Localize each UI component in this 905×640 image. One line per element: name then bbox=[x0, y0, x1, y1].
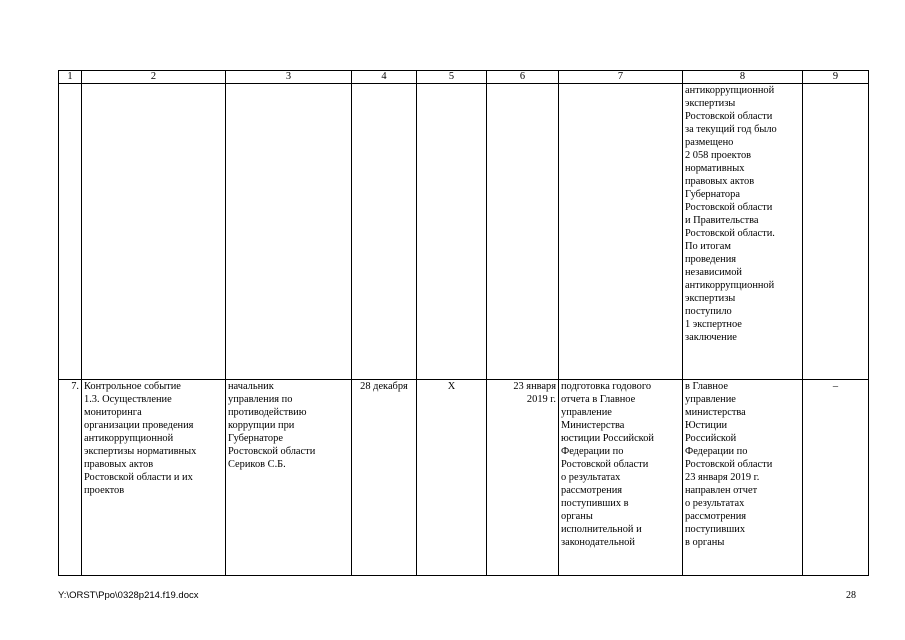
footer-file-path: Y:\ORST\Ppo\0328p214.f19.docx bbox=[58, 590, 199, 601]
header-col-9: 9 bbox=[803, 71, 869, 84]
cont-cell-9 bbox=[803, 84, 869, 380]
header-col-7: 7 bbox=[559, 71, 683, 84]
header-col-6: 6 bbox=[487, 71, 559, 84]
cont-cell-6 bbox=[487, 84, 559, 380]
header-col-2: 2 bbox=[82, 71, 226, 84]
table-row-continuation bbox=[59, 84, 869, 380]
cont-cell-7 bbox=[559, 84, 683, 380]
page-number: 28 bbox=[846, 590, 856, 601]
cont-cell-3 bbox=[226, 84, 352, 380]
header-col-4: 4 bbox=[352, 71, 417, 84]
header-row bbox=[59, 71, 869, 84]
cont-cell-5 bbox=[417, 84, 487, 380]
cont-result-cell: антикоррупционной экспертизы Ростовской области за текущий год было размещено 2 058 проектов нормативных правовых актов Губернатора Ростовской области и Правительства Ростовской области. По итогам проведения независимой антикоррупционной экспертизы поступило 1 экспертное заключение bbox=[683, 84, 803, 380]
header-col-3: 3 bbox=[226, 71, 352, 84]
header-col-1: 1 bbox=[59, 71, 82, 84]
header-col-5: 5 bbox=[417, 71, 487, 84]
cont-cell-4 bbox=[352, 84, 417, 380]
table-row-7 bbox=[59, 380, 869, 576]
description-cell: подготовка годового отчета в Главное управление Министерства юстиции Российской Федерации по Ростовской области о результатах рассмотрения поступивших в органы исполнительной и законодательной bbox=[559, 380, 683, 576]
event-cell: Контрольное событие 1.3. Осуществление мониторинга организации проведения антикоррупционной экспертизы нормативных правовых актов Ростовской области и их проектов bbox=[82, 380, 226, 576]
cont-cell-1 bbox=[59, 84, 82, 380]
col5-cell: Х bbox=[417, 380, 487, 576]
col9-cell: – bbox=[803, 380, 869, 576]
row-number: 7. bbox=[59, 380, 82, 576]
result-cell: в Главное управление министерства Юстиции Российской Федерации по Ростовской области 23 января 2019 г. направлен отчет о результатах рассмотрения поступивших в органы bbox=[683, 380, 803, 576]
fact-date-cell: 23 января 2019 г. bbox=[487, 380, 559, 576]
plan-date-cell: 28 декабря bbox=[352, 380, 417, 576]
header-col-8: 8 bbox=[683, 71, 803, 84]
cont-cell-2 bbox=[82, 84, 226, 380]
report-table bbox=[58, 70, 869, 576]
responsible-cell: начальник управления по противодействию коррупции при Губернаторе Ростовской области Сериков С.Б. bbox=[226, 380, 352, 576]
